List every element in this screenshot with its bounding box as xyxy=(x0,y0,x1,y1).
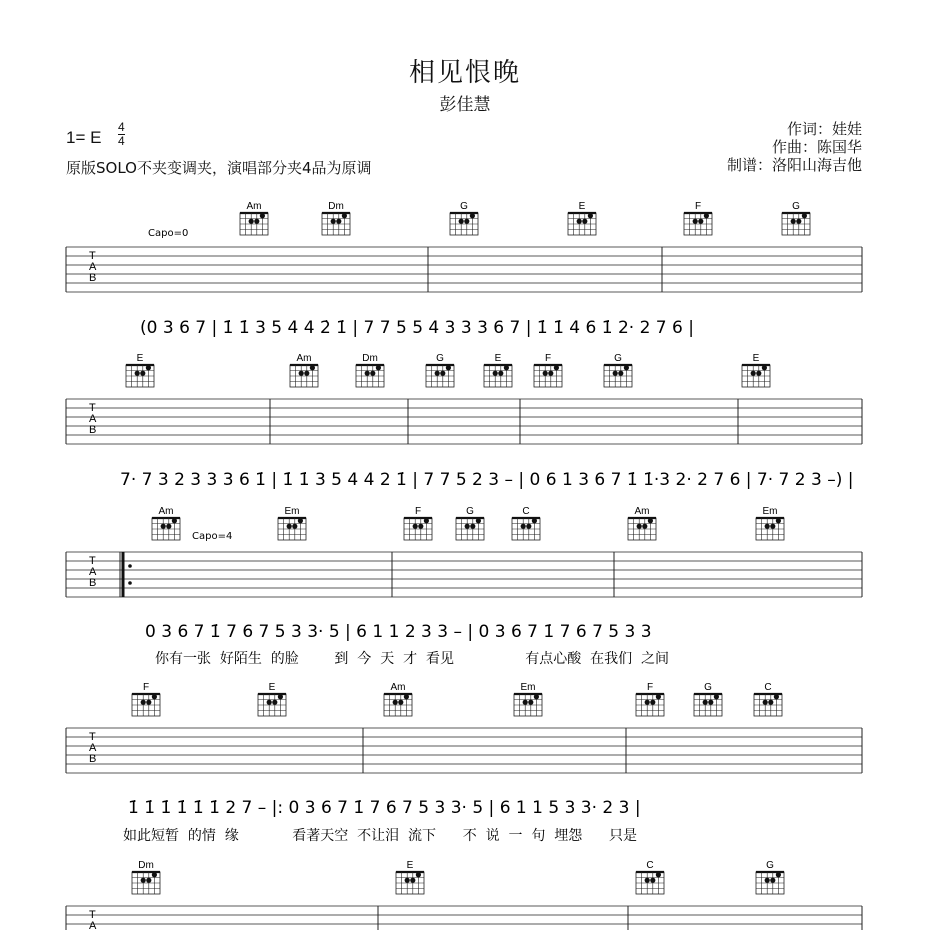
chord-diagram-dot xyxy=(534,694,539,699)
numbered-line-1: (0 3 6 7 | 1̇ 1̇ 3 5 4 4 2̇ 1̇ | 7 7 5 5 4 3 3 3 6 7 | 1̇ 1̇ 4 6 1̇ 2· 2 7 6 | xyxy=(140,318,694,338)
chord-diagram-dot xyxy=(714,694,719,699)
tab-clef-glyph: T xyxy=(89,250,96,262)
tab-clef-glyph: B xyxy=(89,577,97,589)
chord-name-label: Dm xyxy=(138,860,154,871)
chord-diagram-dot xyxy=(287,524,292,529)
chord-name-label: G xyxy=(460,201,468,212)
chord-diagram-dot xyxy=(310,365,315,370)
chord-diagram-dot xyxy=(776,872,781,877)
chord-diagram-dot xyxy=(135,371,140,376)
chord-diagram-dot xyxy=(756,371,761,376)
chord-name-label: Am xyxy=(296,353,312,364)
chord-diagram-dot xyxy=(161,524,166,529)
numbered-line-2: 7· 7 3 2 3 3 3 6 1̇ | 1̇ 1̇ 3 5 4 4 2 1̇ | 7 7 5 2 3 – | 0 6 1 3 6 7 1̇ 1̇·3 2· 2 7 6 | 7· 7 2 3 –) | xyxy=(120,470,854,490)
chord-name-label: Em xyxy=(762,506,778,517)
chord-diagram-dot xyxy=(470,213,475,218)
chord-diagram-dot xyxy=(331,219,336,224)
arranger-credit: 制谱：洛阳山海吉他 xyxy=(726,156,862,174)
chord-diagram-dot xyxy=(656,694,661,699)
tab-clef-glyph: A xyxy=(89,413,97,425)
chord-diagram-dot xyxy=(470,524,475,529)
drawn-notation xyxy=(66,201,862,930)
tab-clef-glyph: A xyxy=(89,261,97,273)
chord-name-label: Em xyxy=(284,506,300,517)
chord-name-label: F xyxy=(544,353,552,364)
repeat-dot xyxy=(128,564,132,568)
chord-name-label: Am xyxy=(158,506,174,517)
chord-diagram-dot xyxy=(146,700,151,705)
chord-diagram-dot xyxy=(650,878,655,883)
chord-name-label: E xyxy=(578,201,586,212)
chord-name-label: F xyxy=(142,682,150,693)
chord-diagram-dot xyxy=(292,524,297,529)
chord-diagram-dot xyxy=(704,213,709,218)
chord-diagram-dot xyxy=(393,700,398,705)
chord-diagram-dot xyxy=(404,694,409,699)
chord-diagram-dot xyxy=(152,694,157,699)
tab-clef-glyph: B xyxy=(89,424,97,436)
chord-name-label: E xyxy=(406,860,414,871)
chord-name-label: C xyxy=(646,860,654,871)
capo-label-2: Capo=4 xyxy=(192,531,233,542)
chord-diagram-dot xyxy=(802,213,807,218)
chord-diagram-dot xyxy=(424,518,429,523)
time-signature-top: 4 xyxy=(118,120,125,134)
chord-diagram-dot xyxy=(650,700,655,705)
chord-name-label: G xyxy=(436,353,444,364)
chord-diagram-dot xyxy=(498,371,503,376)
chord-diagram-dot xyxy=(166,524,171,529)
chord-diagram-dot xyxy=(776,518,781,523)
chord-diagram-dot xyxy=(526,524,531,529)
chord-diagram-dot xyxy=(254,219,259,224)
chord-name-label: F xyxy=(646,682,654,693)
chord-diagram-dot xyxy=(398,700,403,705)
chord-diagram-dot xyxy=(405,878,410,883)
chord-diagram-dot xyxy=(476,518,481,523)
lyric-line-3: 你有一张 好陌生 的脸 到 今 天 才 看见 有点心酸 在我们 之间 xyxy=(155,651,670,667)
chord-diagram-dot xyxy=(376,365,381,370)
chord-diagram-dot xyxy=(260,213,265,218)
chord-diagram-dot xyxy=(249,219,254,224)
tab-clef-glyph: T xyxy=(89,909,96,921)
chord-diagram-dot xyxy=(152,872,157,877)
chord-diagram-dot xyxy=(554,365,559,370)
chord-name-label: E xyxy=(494,353,502,364)
chord-diagram-dot xyxy=(693,219,698,224)
chord-diagram-dot xyxy=(440,371,445,376)
chord-diagram-dot xyxy=(413,524,418,529)
chord-diagram-dot xyxy=(504,365,509,370)
chord-diagram-dot xyxy=(446,365,451,370)
tab-clef-glyph: B xyxy=(89,753,97,765)
chord-diagram-dot xyxy=(774,694,779,699)
chord-diagram-dot xyxy=(342,213,347,218)
chord-diagram-dot xyxy=(298,518,303,523)
song-artist: 彭佳慧 xyxy=(439,95,491,115)
chord-name-label: C xyxy=(764,682,772,693)
tab-clef-glyph: T xyxy=(89,731,96,743)
chord-diagram-dot xyxy=(543,371,548,376)
chord-diagram-dot xyxy=(708,700,713,705)
chord-diagram-dot xyxy=(416,872,421,877)
chord-diagram-dot xyxy=(768,700,773,705)
chord-diagram-dot xyxy=(267,700,272,705)
chord-diagram-dot xyxy=(642,524,647,529)
chord-diagram-dot xyxy=(765,524,770,529)
chord-name-label: E xyxy=(136,353,144,364)
chord-diagram-dot xyxy=(762,365,767,370)
chord-diagram-dot xyxy=(637,524,642,529)
chord-diagram-dot xyxy=(523,700,528,705)
tab-clef-glyph: A xyxy=(89,566,97,578)
chord-name-label: Am xyxy=(634,506,650,517)
chord-diagram-dot xyxy=(304,371,309,376)
tab-clef-glyph: B xyxy=(89,272,97,284)
chord-diagram-dot xyxy=(645,878,650,883)
tab-clef-glyph: T xyxy=(89,402,96,414)
chord-diagram-dot xyxy=(613,371,618,376)
capo-note: 原版SOLO不夹变调夹，演唱部分夹4品为原调 xyxy=(66,159,372,177)
tab-clef-glyph: T xyxy=(89,555,96,567)
chord-name-label: G xyxy=(792,201,800,212)
chord-diagram-dot xyxy=(459,219,464,224)
chord-diagram-dot xyxy=(656,872,661,877)
chord-name-label: G xyxy=(766,860,774,871)
chord-diagram-dot xyxy=(272,700,277,705)
chord-diagram-dot xyxy=(624,365,629,370)
chord-diagram-dot xyxy=(796,219,801,224)
numbered-line-4: 1̇ 1̇ 1̇ 1̇ 1̇ 1̇ 2 7 – |: 0 3 6 7 1̇ 7 6 7 5 3 3· 5 | 6 1 1 5 3 3· 2 3 | xyxy=(128,798,641,818)
chord-name-label: F xyxy=(694,201,702,212)
chord-diagram-dot xyxy=(528,700,533,705)
chord-diagram-dot xyxy=(618,371,623,376)
chord-diagram-dot xyxy=(521,524,526,529)
chord-diagram-dot xyxy=(410,878,415,883)
lyricist-credit: 作词：娃娃 xyxy=(786,120,862,138)
chord-diagram-dot xyxy=(278,694,283,699)
chord-diagram-dot xyxy=(141,700,146,705)
chord-name-label: F xyxy=(414,506,422,517)
chord-diagram-dot xyxy=(141,878,146,883)
chord-diagram-dot xyxy=(418,524,423,529)
chord-diagram-dot xyxy=(146,365,151,370)
repeat-dot xyxy=(128,581,132,585)
chord-diagram-dot xyxy=(770,878,775,883)
chord-diagram-dot xyxy=(577,219,582,224)
chord-diagram-dot xyxy=(582,219,587,224)
chord-name-label: G xyxy=(466,506,474,517)
chord-diagram-dot xyxy=(532,518,537,523)
chord-diagram-dot xyxy=(770,524,775,529)
chord-diagram-dot xyxy=(548,371,553,376)
song-title: 相见恨晚 xyxy=(408,58,521,88)
chord-diagram-dot xyxy=(493,371,498,376)
composer-credit: 作曲：陈国华 xyxy=(771,138,862,156)
chord-diagram-dot xyxy=(763,700,768,705)
chord-name-label: Am xyxy=(390,682,406,693)
chord-name-label: E xyxy=(752,353,760,364)
chord-diagram-dot xyxy=(365,371,370,376)
chord-diagram-dot xyxy=(703,700,708,705)
numbered-line-3: 0 3 6 7 1̇ 7 6 7 5 3 3· 5 | 6 1 1 2 3 3 – | 0 3 6 7 1̇ 7 6 7 5 3 3 xyxy=(145,622,652,642)
chord-diagram-dot xyxy=(464,219,469,224)
time-signature-bottom: 4 xyxy=(118,134,125,148)
chord-diagram-dot xyxy=(146,878,151,883)
capo-label-1: Capo=0 xyxy=(148,228,189,239)
chord-diagram-dot xyxy=(299,371,304,376)
chord-name-label: G xyxy=(704,682,712,693)
chord-name-label: Dm xyxy=(362,353,378,364)
chord-diagram-dot xyxy=(370,371,375,376)
chord-name-label: Em xyxy=(520,682,536,693)
chord-diagram-dot xyxy=(648,518,653,523)
chord-diagram-dot xyxy=(465,524,470,529)
lyric-line-4: 如此短暂 的情 缘 看著天空 不让泪 流下 不 说 一 句 埋怨 只是 xyxy=(123,828,638,844)
chord-diagram-dot xyxy=(172,518,177,523)
chord-diagram-dot xyxy=(140,371,145,376)
tab-clef-glyph: A xyxy=(89,920,97,930)
chord-diagram-dot xyxy=(645,700,650,705)
chord-diagram-dot xyxy=(588,213,593,218)
chord-name-label: E xyxy=(268,682,276,693)
chord-diagram-dot xyxy=(698,219,703,224)
chord-name-label: Am xyxy=(246,201,262,212)
chord-name-label: G xyxy=(614,353,622,364)
chord-diagram-dot xyxy=(791,219,796,224)
chord-name-label: Dm xyxy=(328,201,344,212)
chord-diagram-dot xyxy=(765,878,770,883)
chord-name-label: C xyxy=(522,506,530,517)
chord-diagram-dot xyxy=(435,371,440,376)
chord-diagram-dot xyxy=(336,219,341,224)
chord-diagram-dot xyxy=(751,371,756,376)
key-signature: 1= E xyxy=(66,128,102,147)
tab-clef-glyph: A xyxy=(89,742,97,754)
